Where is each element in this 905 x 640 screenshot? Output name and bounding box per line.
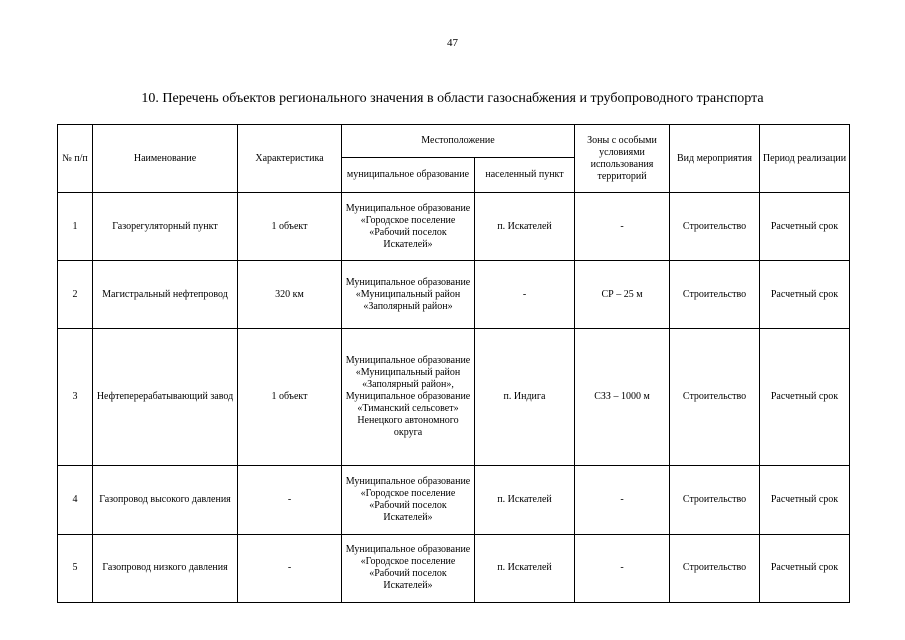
table-header-row: [58, 125, 850, 158]
table-row: [58, 329, 850, 465]
cell-zones: -: [575, 465, 670, 534]
cell-action: Строительство: [670, 465, 760, 534]
cell-zones: СР – 25 м: [575, 261, 670, 329]
header-characteristic: Характеристика: [238, 125, 342, 193]
cell-settlement: п. Искателей: [475, 193, 575, 261]
cell-action: Строительство: [670, 329, 760, 465]
page-title: 10. Перечень объектов регионального значения в области газоснабжения и трубопроводного транспорта: [141, 91, 764, 106]
header-municipality: муниципальное образование: [342, 158, 475, 193]
cell-period: Расчетный срок: [760, 465, 850, 534]
cell-period: Расчетный срок: [760, 193, 850, 261]
cell-num: 1: [58, 193, 93, 261]
cell-characteristic: 1 объект: [238, 329, 342, 465]
cell-period: Расчетный срок: [760, 534, 850, 602]
header-zones: Зоны с особыми условиями использования территорий: [575, 125, 670, 193]
table-row: [58, 465, 850, 534]
table-row: [58, 261, 850, 329]
cell-num: 2: [58, 261, 93, 329]
header-action: Вид мероприятия: [670, 125, 760, 193]
cell-municipality: Муниципальное образование «Муниципальный район «Заполярный район»: [342, 261, 475, 329]
page-number: 47: [447, 37, 458, 49]
cell-name: Газопровод высокого давления: [93, 465, 238, 534]
cell-characteristic: 1 объект: [238, 193, 342, 261]
header-period: Период реализации: [760, 125, 850, 193]
cell-characteristic: -: [238, 465, 342, 534]
cell-characteristic: -: [238, 534, 342, 602]
cell-municipality: Муниципальное образование «Городское поселение «Рабочий поселок Искателей»: [342, 193, 475, 261]
header-num: № п/п: [58, 125, 93, 193]
cell-settlement: п. Искателей: [475, 534, 575, 602]
cell-municipality: Муниципальное образование «Городское поселение «Рабочий поселок Искателей»: [342, 465, 475, 534]
cell-zones: СЗЗ – 1000 м: [575, 329, 670, 465]
cell-zones: -: [575, 193, 670, 261]
cell-settlement: п. Индига: [475, 329, 575, 465]
cell-name: Нефтеперерабатывающий завод: [93, 329, 238, 465]
cell-period: Расчетный срок: [760, 329, 850, 465]
cell-municipality: Муниципальное образование «Муниципальный район «Заполярный район», Муниципальное образование «Тиманский сельсовет» Ненецкого автономного округа: [342, 329, 475, 465]
table-row: [58, 534, 850, 602]
cell-period: Расчетный срок: [760, 261, 850, 329]
cell-municipality: Муниципальное образование «Городское поселение «Рабочий поселок Искателей»: [342, 534, 475, 602]
cell-settlement: п. Искателей: [475, 465, 575, 534]
cell-num: 3: [58, 329, 93, 465]
cell-name: Газопровод низкого давления: [93, 534, 238, 602]
cell-name: Газорегуляторный пункт: [93, 193, 238, 261]
cell-action: Строительство: [670, 534, 760, 602]
objects-table: [57, 124, 850, 603]
cell-action: Строительство: [670, 193, 760, 261]
header-name: Наименование: [93, 125, 238, 193]
header-settlement: населенный пункт: [475, 158, 575, 193]
cell-num: 4: [58, 465, 93, 534]
cell-zones: -: [575, 534, 670, 602]
cell-action: Строительство: [670, 261, 760, 329]
table-row: [58, 193, 850, 261]
cell-num: 5: [58, 534, 93, 602]
cell-name: Магистральный нефтепровод: [93, 261, 238, 329]
cell-characteristic: 320 км: [238, 261, 342, 329]
header-location: Местоположение: [342, 125, 575, 158]
cell-settlement: -: [475, 261, 575, 329]
